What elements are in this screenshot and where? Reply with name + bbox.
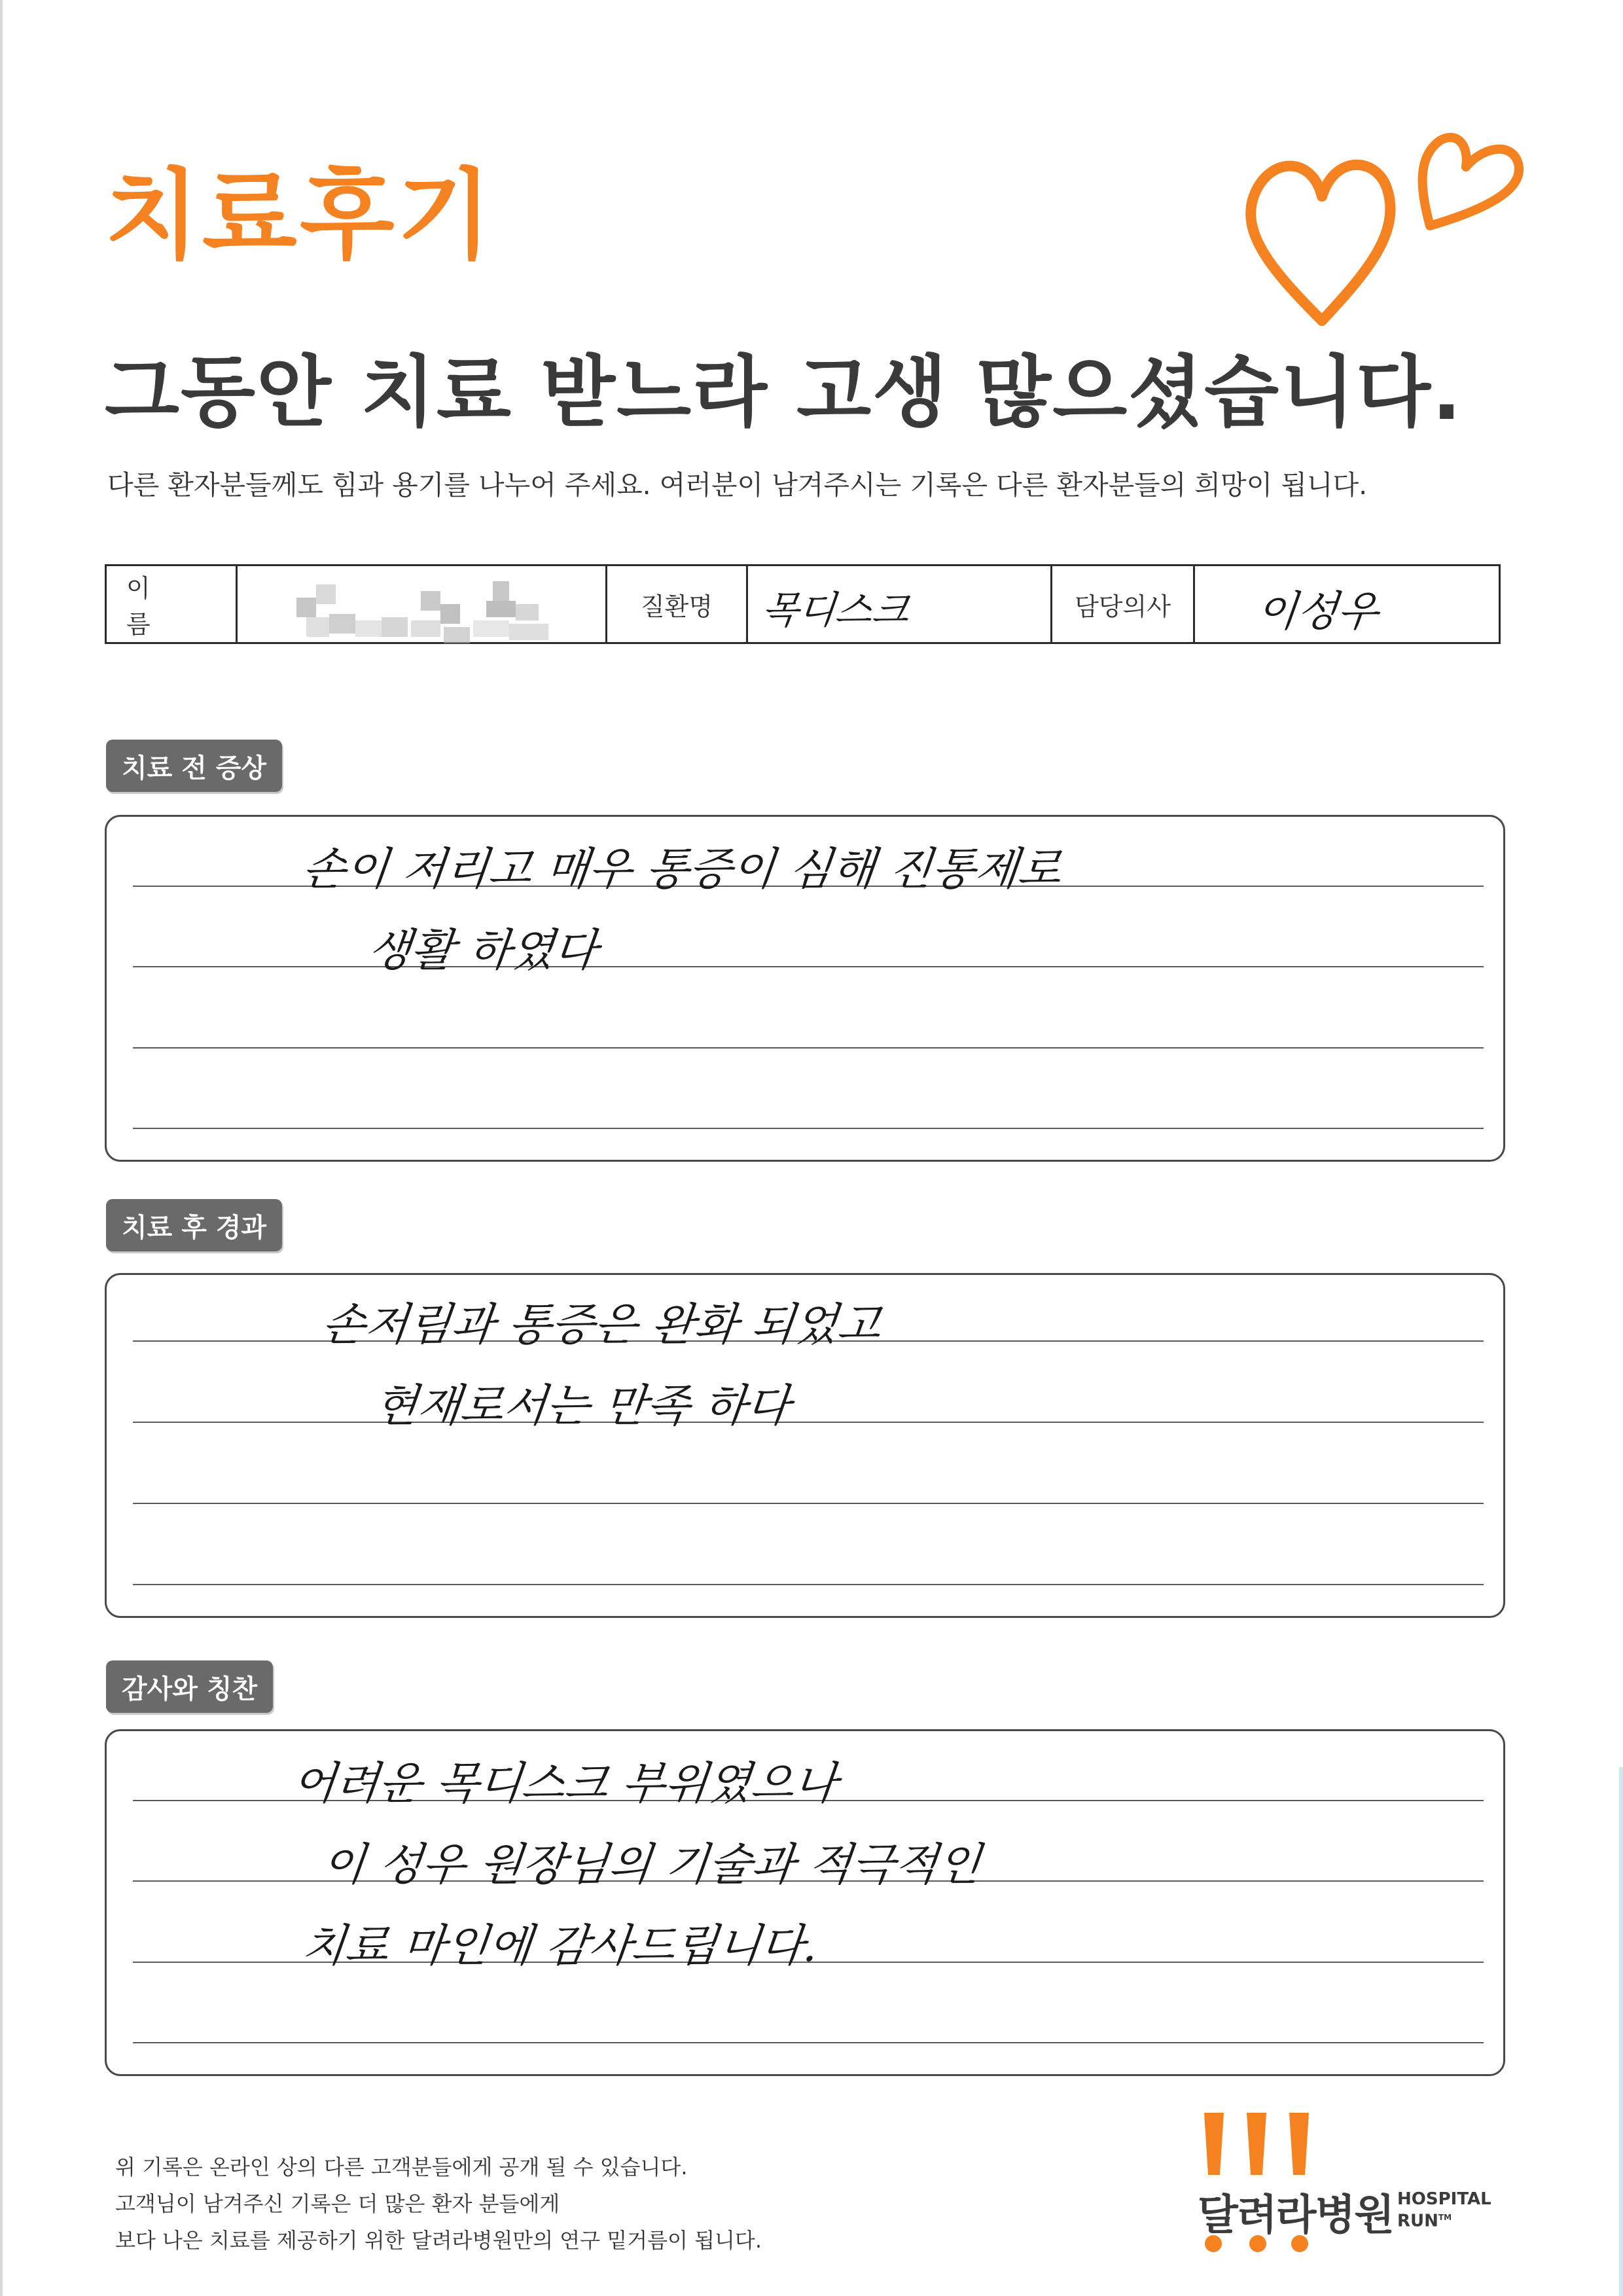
- page-left-edge: [0, 0, 3, 2296]
- section-tag-before-symptoms: 치료 전 증상: [106, 740, 282, 792]
- writing-line: [133, 1503, 1484, 1504]
- footer-notes: [115, 2149, 762, 2259]
- section-tag-after-progress: 치료 후 경과: [106, 1199, 282, 1251]
- footer-note: 위 기록은 온라인 상의 다른 고객분들에게 공개 될 수 있습니다.: [115, 2155, 688, 2179]
- writing-line: [133, 966, 1484, 967]
- logo-name-english: [1397, 2190, 1491, 2231]
- redacted-name-image: [290, 578, 578, 650]
- doctor-field: [1195, 566, 1499, 642]
- footer-note: 고객님이 남겨주신 기록은 더 많은 환자 분들에게: [115, 2191, 560, 2216]
- disease-field: [748, 566, 1052, 642]
- doctor-label: 담당의사: [1052, 566, 1195, 642]
- page-title: 치료후기: [105, 159, 495, 273]
- subtitle-text: 그동안 치료 받느라 고생 많으셨습니다: [105, 347, 1433, 437]
- handwritten-line: 현재로서는 만족 하다: [372, 1380, 793, 1432]
- disease-label: 질환명: [607, 566, 748, 642]
- hospital-logo: [1198, 2113, 1505, 2253]
- writing-line: [133, 1422, 1484, 1423]
- trademark-mark: TM: [1438, 2213, 1452, 2222]
- writing-line: [133, 1128, 1484, 1129]
- logo-name-korean: 달려라병원: [1198, 2191, 1394, 2240]
- name-field: [238, 566, 607, 642]
- logo-en-line2: RUN: [1397, 2211, 1438, 2231]
- patient-info-table: [105, 564, 1501, 644]
- logo-en-line1: HOSPITAL: [1397, 2189, 1491, 2209]
- subtitle: [105, 347, 1463, 437]
- writing-line: [133, 2042, 1484, 2043]
- before-symptoms-box: [105, 815, 1505, 1162]
- page-right-edge: [1619, 1767, 1623, 2296]
- handwritten-line: 손이 저리고 매우 통증이 심해 진통제로: [300, 844, 1064, 895]
- handwritten-line: 손저림과 통증은 완화 되었고: [319, 1299, 883, 1351]
- subtitle-dot: .: [1432, 347, 1463, 437]
- writing-line: [133, 1584, 1484, 1585]
- thanks-box: [105, 1729, 1505, 2076]
- hearts-icon: [1230, 111, 1544, 340]
- doctor-value: 이성우: [1254, 588, 1381, 636]
- handwritten-line: 치료 마인에 감사드립니다.: [300, 1920, 821, 1972]
- handwritten-line: 생활 하였다: [365, 925, 600, 977]
- writing-line: [133, 1047, 1484, 1049]
- after-progress-box: [105, 1273, 1505, 1618]
- section-tag-thanks: 감사와 칭찬: [106, 1660, 273, 1713]
- handwritten-line: 이 성우 원장님의 기술과 적극적인: [319, 1839, 984, 1891]
- footer-note: 보다 나은 치료를 제공하기 위한 달려라병원만의 연구 밑거름이 됩니다.: [115, 2228, 762, 2253]
- handwritten-line: 어려운 목디스크 부위였으나: [290, 1758, 840, 1810]
- disease-value: 목디스크: [759, 588, 912, 632]
- intro-text: 다른 환자분들께도 힘과 용기를 나누어 주세요. 여러분이 남겨주시는 기록은 다른 환자분들의 희망이 됩니다.: [107, 469, 1368, 501]
- name-label: 이 름: [107, 566, 238, 642]
